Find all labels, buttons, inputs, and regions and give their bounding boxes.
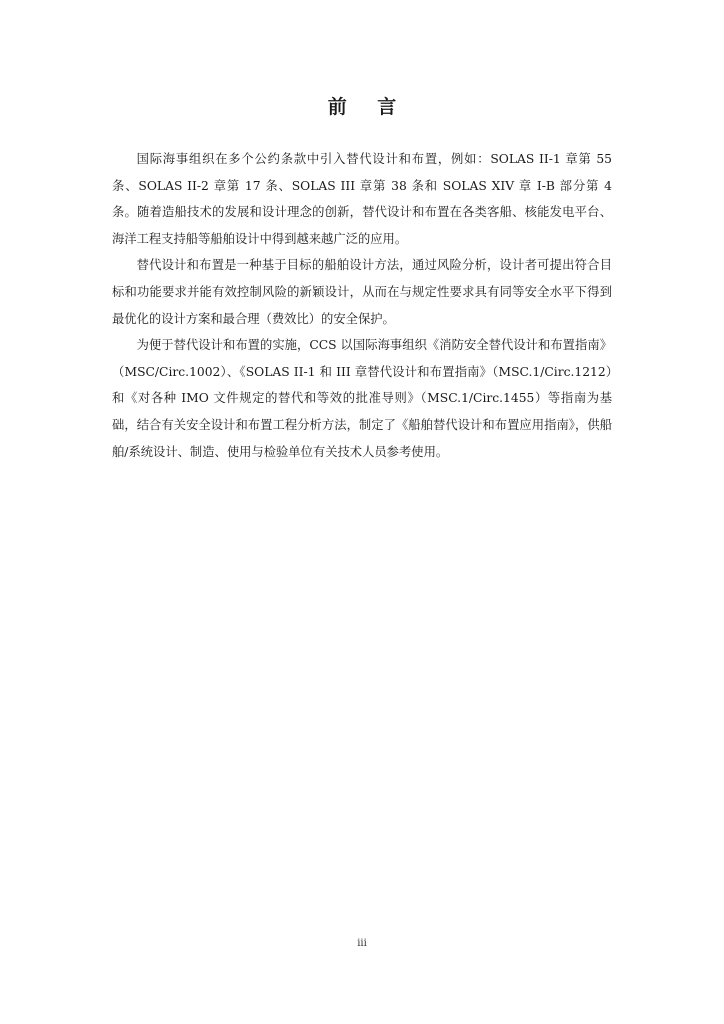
page-title: 前 言 [327,96,409,118]
paragraph-2: 替代设计和布置是一种基于目标的船舶设计方法，通过风险分析，设计者可提出符合目标和功能要求并能有效控制风险的新颖设计，从而在与规定性要求具有同等安全水平下得到最优化的设计方案和最合理（费效比）的安全保护。 [112,258,612,326]
page-number: iii [357,938,367,949]
paragraph-3: 为便于替代设计和布置的实施，CCS 以国际海事组织《消防安全替代设计和布置指南》（MSC/Circ.1002）、《SOLAS II-1 和 III 章替代设计和布置指南》（MSC.1/Circ.1212）和《对各种 IMO 文件规定的替代和等效的批准导则》（MSC.1/Circ.1455）等指南为基础，结合有关安全设计和布置工程分析方法，制定了《船舶替代设计和布置应用指南》，供船舶/系统设计、制造、使用与检验单位有关技术人员参考使用。 [112,338,612,459]
paragraph-1: 国际海事组织在多个公约条款中引入替代设计和布置，例如：SOLAS II-1 章第 55 条、SOLAS II-2 章第 17 条、SOLAS III 章第 38 条和 SOLAS XIV 章 I-B 部分第 4 条。随着造船技术的发展和设计理念的创新，替代设计和布置在各类客船、核能发电平台、海洋工程支持船等船舶设计中得到越来越广泛的应用。 [112,152,612,246]
preface-body [112,146,612,465]
